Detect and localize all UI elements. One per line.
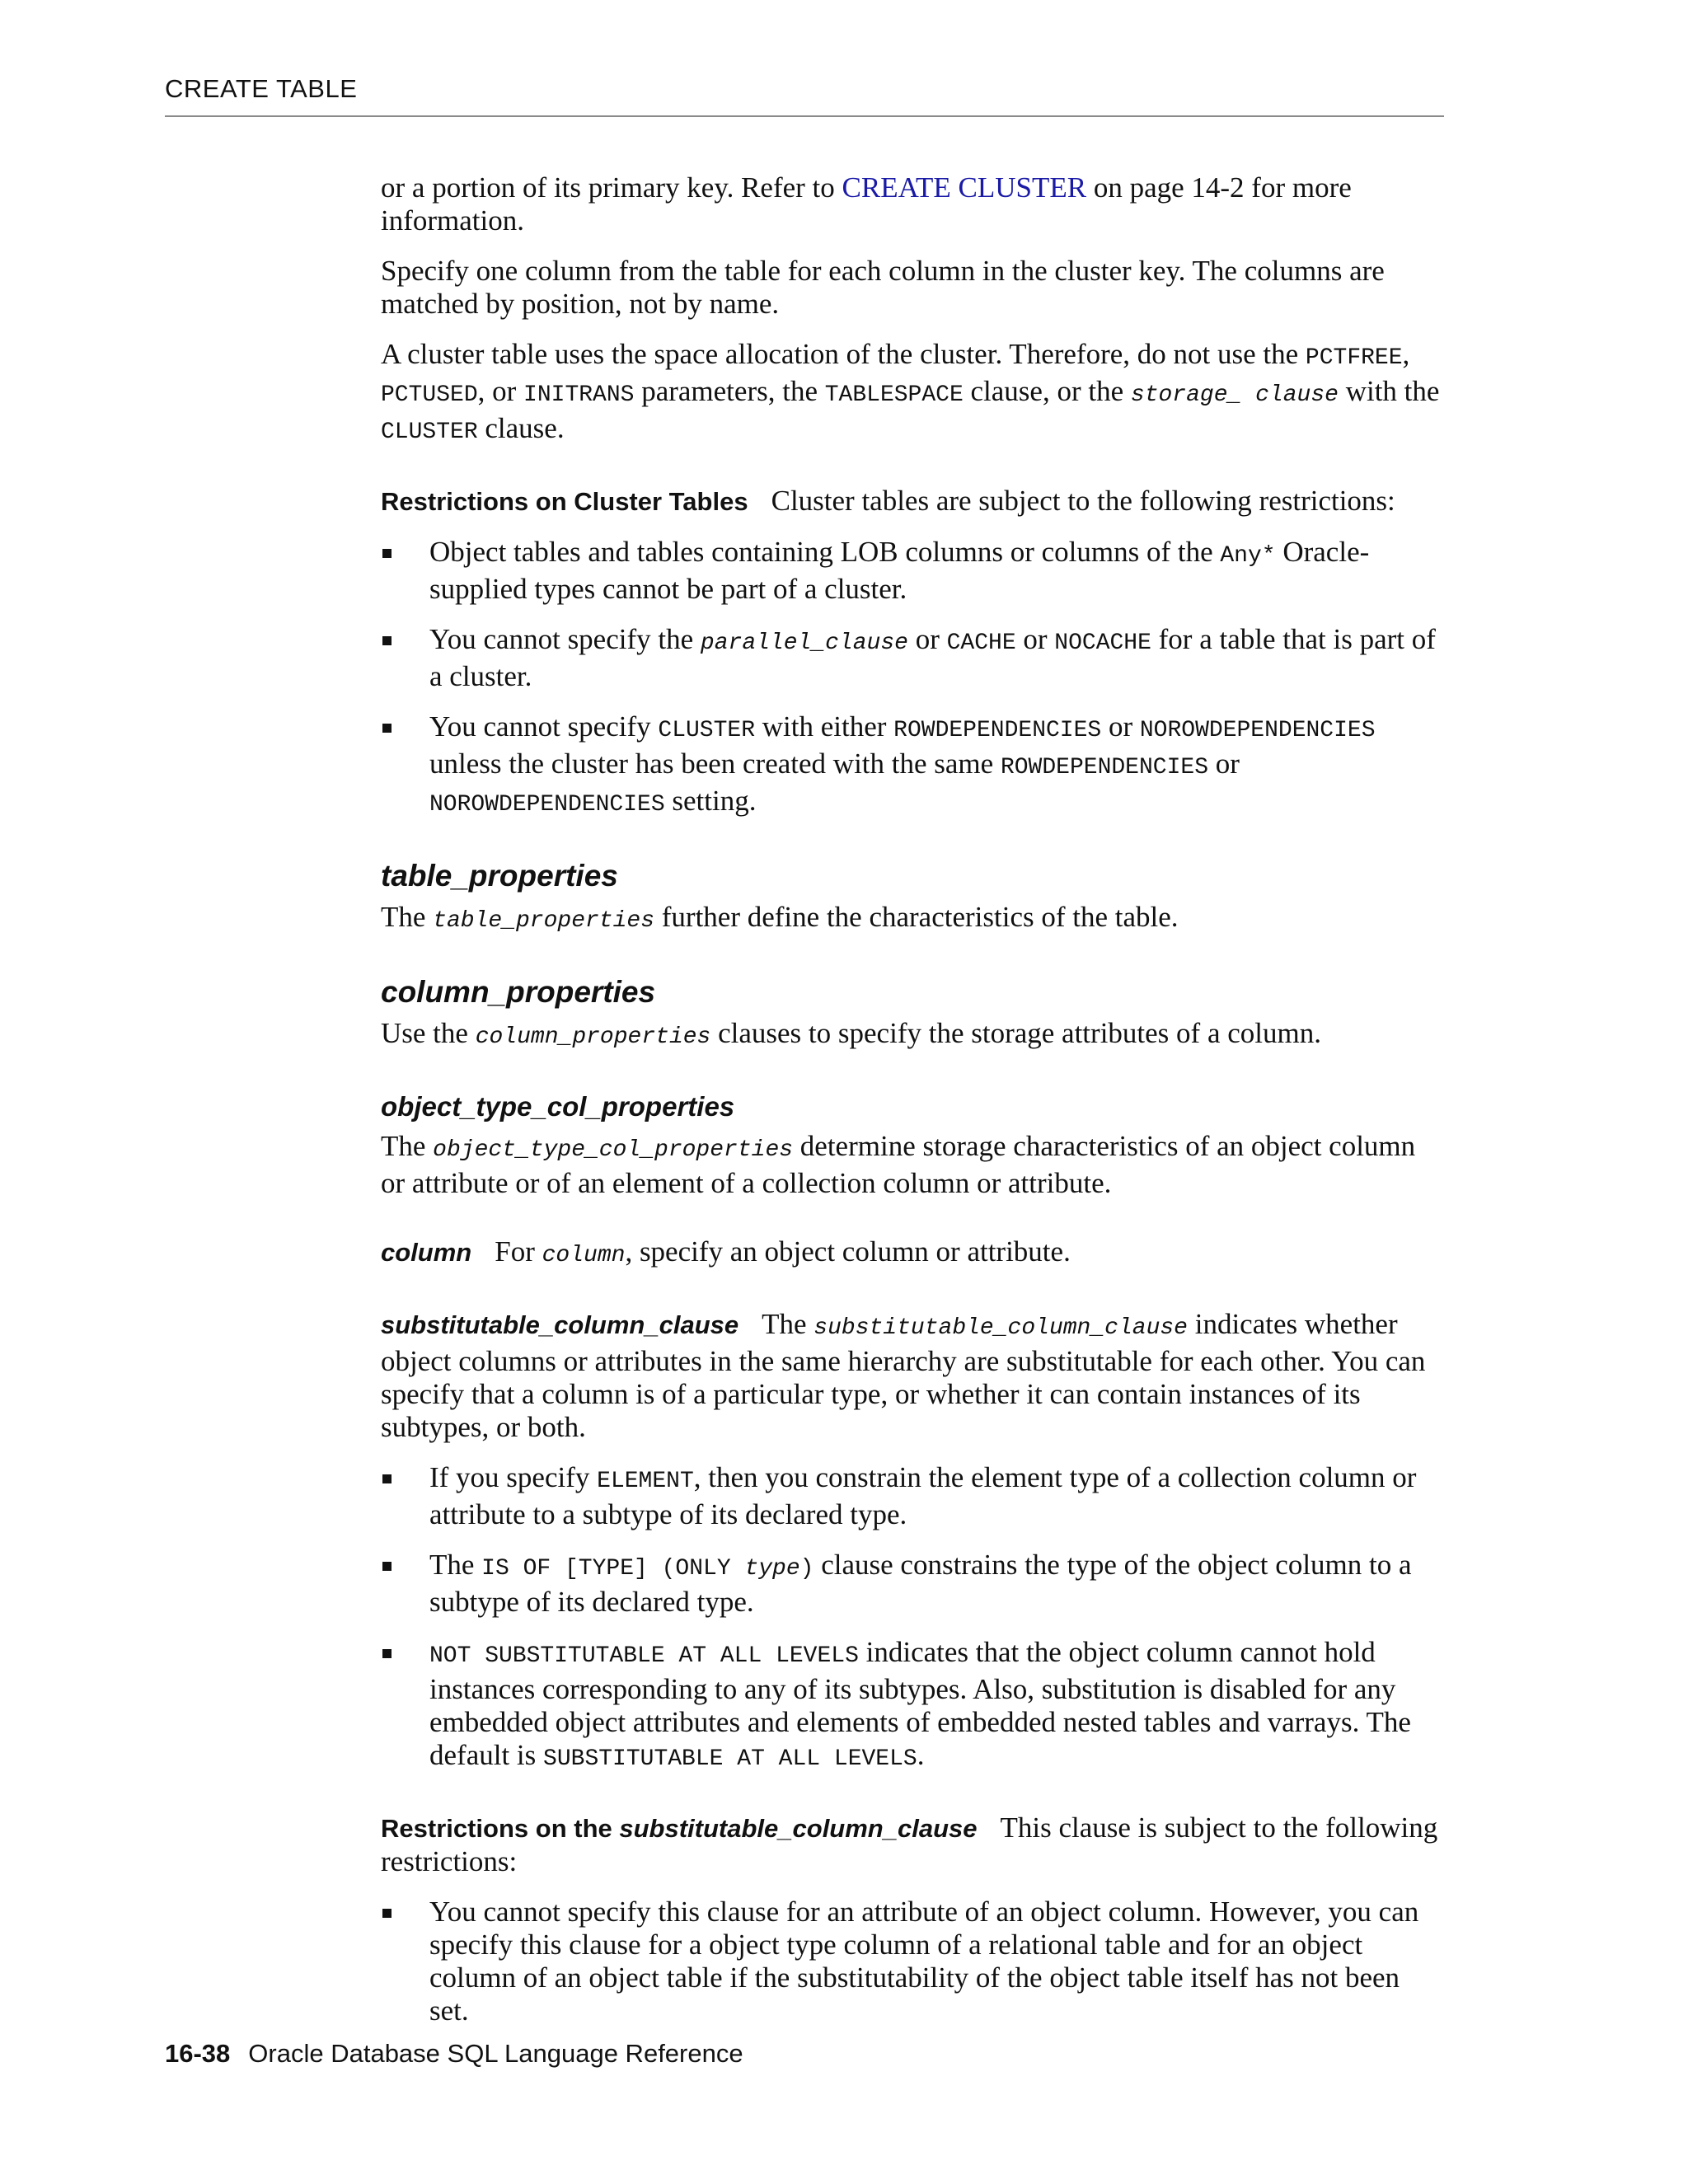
code-term: PCTFREE	[1305, 345, 1403, 371]
text: The	[381, 901, 434, 933]
code-term-italic: substitutable_column_clause	[814, 1315, 1188, 1341]
square-bullet-icon	[382, 1909, 392, 1918]
code-term-italic: column_properties	[475, 1024, 711, 1050]
create-cluster-link[interactable]: CREATE CLUSTER	[842, 171, 1087, 204]
code-term: NOCACHE	[1054, 630, 1151, 656]
paragraph-substitutable-column-clause	[381, 1308, 1444, 1444]
paragraph-object-type-col-properties	[381, 1130, 1444, 1200]
runin-heading: column	[381, 1238, 472, 1267]
substitutable-restrictions-list	[381, 1896, 1444, 2027]
code-term: IS OF [TYPE] (ONLY	[481, 1556, 745, 1582]
text: , specify an object column or attribute.	[625, 1235, 1071, 1268]
text: on page 14-2 for more information.	[381, 171, 1352, 237]
square-bullet-icon	[382, 1562, 392, 1571]
code-term: CLUSTER	[381, 419, 478, 445]
text: Cluster tables are subject to the following restrictions:	[771, 485, 1395, 517]
code-term: Any*	[1220, 543, 1276, 569]
code-term: NOROWDEPENDENCIES	[1139, 718, 1376, 743]
text: Oracle-supplied types cannot be part of a cluster.	[429, 536, 1370, 605]
text: or	[1101, 710, 1140, 743]
square-bullet-icon	[382, 724, 392, 733]
text: The	[429, 1549, 482, 1581]
text: ,	[1402, 338, 1410, 370]
code-term-italic: storage_ clause	[1130, 382, 1339, 408]
code-term: CLUSTER	[658, 718, 756, 743]
heading-object-type-col-properties: object_type_col_properties	[381, 1091, 735, 1122]
heading-column-properties: column_properties	[381, 975, 656, 1009]
text: for a table that is part of a cluster.	[429, 623, 1436, 692]
square-bullet-icon	[382, 1474, 392, 1483]
list-item	[381, 536, 1444, 606]
restrictions-cluster-tables	[381, 485, 1444, 518]
paragraph-cluster-intro	[381, 171, 1444, 237]
text: A cluster table uses the space allocation of the cluster. Therefore, do not use the	[381, 338, 1306, 370]
paragraph-cluster-key: Specify one column from the table for each column in the cluster key. The columns are matched by position, not by name.	[381, 255, 1385, 320]
list-item	[381, 1461, 1444, 1531]
page-footer	[165, 2039, 743, 2069]
code-term: ROWDEPENDENCIES	[1000, 755, 1208, 780]
text: or	[1208, 748, 1240, 780]
text: If you specify	[429, 1461, 598, 1493]
text: The	[762, 1308, 814, 1340]
text: , or	[477, 375, 524, 407]
text: or	[1015, 623, 1055, 655]
text: unless the cluster has been created with the same	[429, 748, 1001, 780]
list-item	[381, 710, 1444, 822]
runin-heading: Restrictions on Cluster Tables	[381, 487, 748, 516]
restrictions-substitutable-clause	[381, 1811, 1444, 1878]
list-item	[381, 1636, 1444, 1776]
paragraph-column	[381, 1235, 1444, 1272]
running-header: CREATE TABLE	[165, 74, 358, 103]
list-item	[381, 1896, 1444, 2027]
text: with either	[755, 710, 894, 743]
text: clauses to specify the storage attributes of a column.	[710, 1017, 1321, 1049]
text: Object tables and tables containing LOB columns or columns of the	[429, 536, 1221, 568]
text: or	[907, 623, 947, 655]
code-term: TABLESPACE	[824, 382, 964, 408]
runin-heading	[381, 1814, 978, 1843]
page-number: 16-38	[165, 2039, 231, 2068]
code-term: SUBSTITUTABLE AT ALL LEVELS	[543, 1746, 917, 1772]
text: further define the characteristics of the table.	[654, 901, 1179, 933]
heading-table-properties: table_properties	[381, 859, 618, 893]
code-term: ELEMENT	[597, 1469, 694, 1494]
code-term-italic: column	[542, 1243, 626, 1268]
page-body	[381, 171, 1444, 2045]
text: indicates that the object column cannot hold instances corresponding to any of its subtypes. Also, substitution is disabled for any embedded object attributes and elements of embedded nested tables and varrays. The default is	[429, 1636, 1411, 1771]
paragraph-space-allocation	[381, 338, 1444, 449]
header-rule	[165, 115, 1444, 117]
cluster-restrictions-list	[381, 536, 1444, 822]
text: determine storage characteristics of an object column or attribute or of an element of a collection column or attribute.	[381, 1130, 1416, 1199]
square-bullet-icon	[382, 1649, 392, 1658]
code-term-italic: parallel_clause	[700, 630, 908, 656]
text: Restrictions on the	[381, 1814, 620, 1843]
text: parameters, the	[634, 375, 825, 407]
code-term: INITRANS	[523, 382, 635, 408]
square-bullet-icon	[382, 636, 392, 645]
text: You cannot specify the	[429, 623, 701, 655]
text: substitutable_column_clause	[619, 1814, 978, 1843]
code-term-italic: object_type_col_properties	[433, 1137, 794, 1163]
text: For	[495, 1235, 542, 1268]
paragraph-column-properties	[381, 1017, 1444, 1054]
runin-heading: substitutable_column_clause	[381, 1310, 739, 1339]
text: or a portion of its primary key. Refer to	[381, 171, 842, 204]
text: Use the	[381, 1017, 476, 1049]
text: clause, or the	[963, 375, 1131, 407]
code-term-italic: table_properties	[433, 908, 655, 934]
code-term: CACHE	[946, 630, 1016, 656]
square-bullet-icon	[382, 549, 392, 558]
text: .	[917, 1739, 925, 1771]
text: This clause is subject to the following restrictions:	[381, 1811, 1438, 1877]
paragraph-table-properties	[381, 901, 1444, 938]
code-term: PCTUSED	[381, 382, 478, 408]
code-term: )	[799, 1556, 814, 1582]
text: setting.	[664, 785, 757, 817]
substitutable-list	[381, 1461, 1444, 1776]
text: indicates whether object columns or attributes in the same hierarchy are substitutable for each other. You can specify that a column is of a particular type, or whether it can contain instances of its subtypes, or both.	[381, 1308, 1426, 1443]
text: , then you constrain the element type of a collection column or attribute to a subtype of its declared type.	[429, 1461, 1417, 1530]
code-term-italic: type	[744, 1556, 800, 1582]
text: with the	[1338, 375, 1440, 407]
list-item	[381, 623, 1444, 693]
text: You cannot specify this clause for an attribute of an object column. However, you can specify this clause for a object type column of a relational table and for an object column of an object table if the substitutability of the object table itself has not been set.	[429, 1896, 1419, 2027]
text: clause constrains the type of the object column to a subtype of its declared type.	[429, 1549, 1412, 1618]
book-title: Oracle Database SQL Language Reference	[248, 2039, 743, 2068]
list-item	[381, 1549, 1444, 1619]
code-term: NOT SUBSTITUTABLE AT ALL LEVELS	[429, 1643, 859, 1669]
text: The	[381, 1130, 434, 1162]
text: clause.	[477, 412, 565, 444]
text: You cannot specify	[429, 710, 659, 743]
code-term: ROWDEPENDENCIES	[893, 718, 1102, 743]
code-term: NOROWDEPENDENCIES	[429, 792, 665, 818]
